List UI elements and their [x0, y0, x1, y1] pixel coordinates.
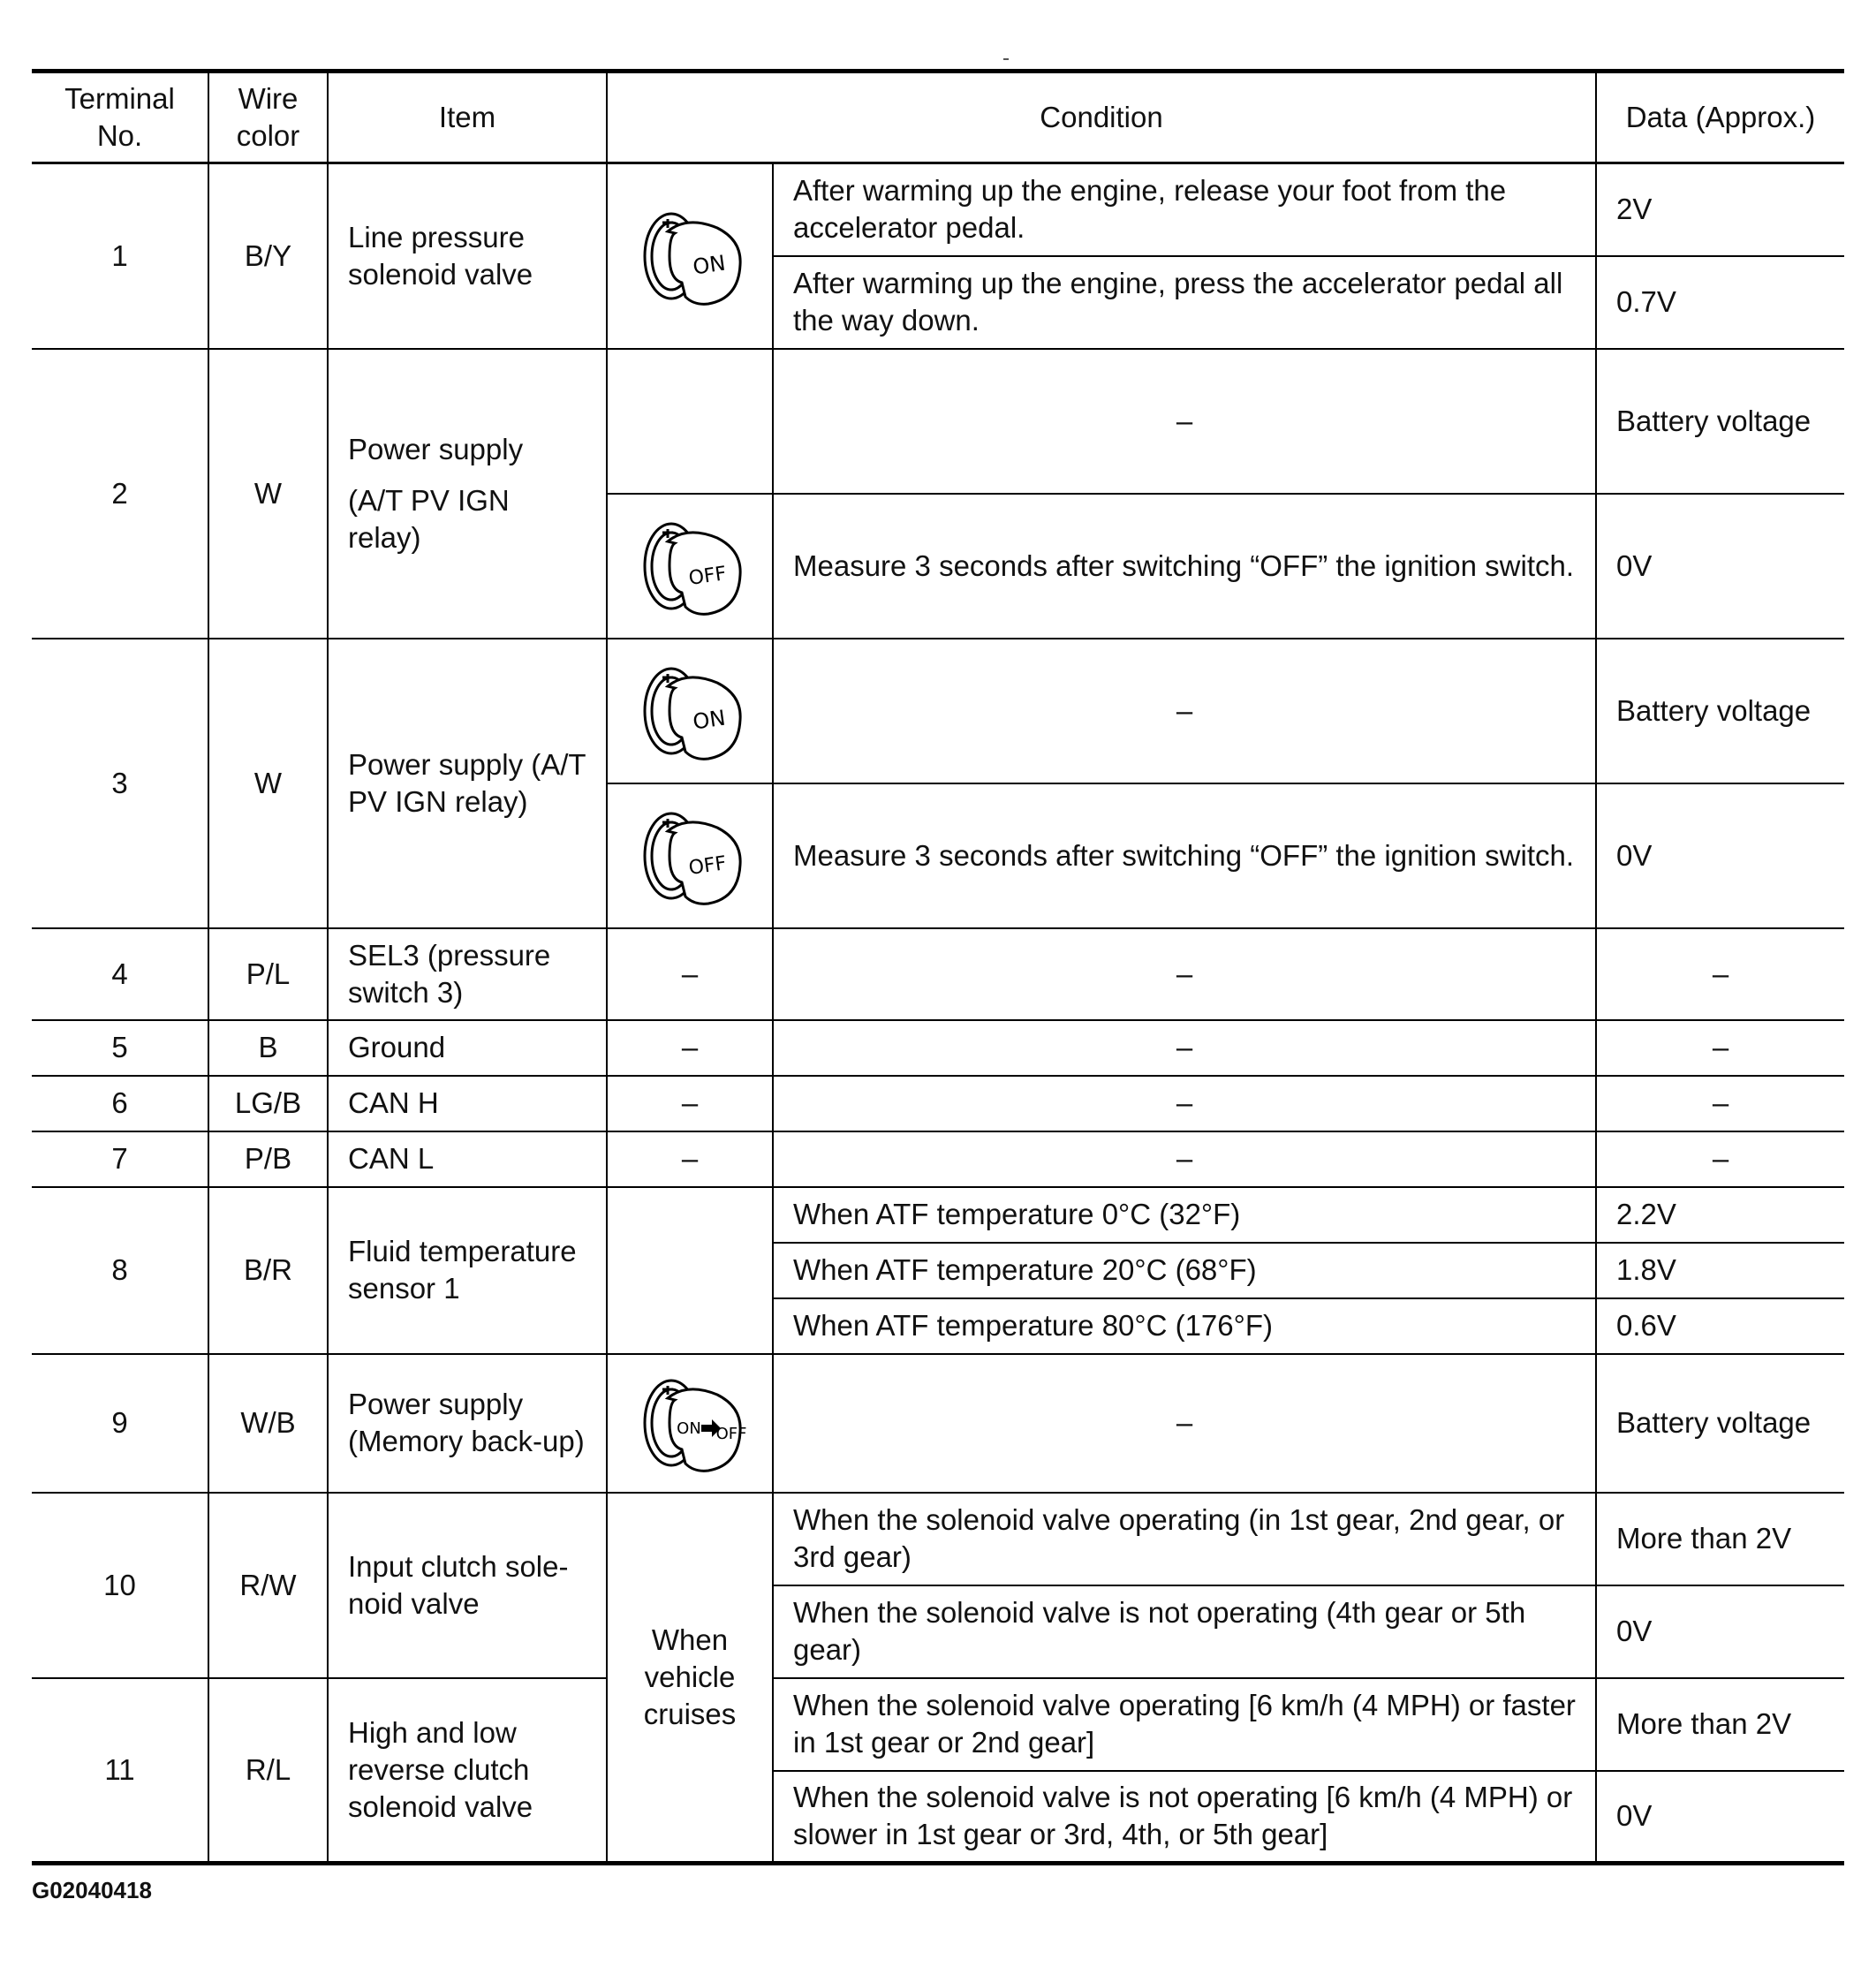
data-cell: –	[1596, 928, 1844, 1020]
ignition-key-on-to-off-icon	[607, 1354, 773, 1493]
figure-code: G02040418	[32, 1877, 152, 1903]
terminal-no-cell: 10	[32, 1493, 208, 1678]
table-row	[32, 1354, 1844, 1493]
wire-color-cell: P/L	[208, 928, 328, 1020]
data-cell: 0V	[1596, 1585, 1844, 1678]
data-cell: –	[1596, 1131, 1844, 1187]
item-cell: Line pressure solenoid valve	[328, 163, 607, 349]
icon-cell-empty	[607, 1187, 773, 1354]
data-cell: –	[1596, 1076, 1844, 1131]
table-row	[32, 1020, 1844, 1076]
icon-cell-empty	[607, 349, 773, 494]
data-cell: 0.6V	[1596, 1298, 1844, 1354]
table-row	[32, 1076, 1844, 1131]
svg-text:OFF: OFF	[687, 851, 728, 880]
table-row	[32, 349, 1844, 494]
item-cell: Fluid temperature sensor 1	[328, 1187, 607, 1354]
svg-text:ON: ON	[691, 705, 728, 735]
condition-cell: –	[773, 639, 1596, 783]
header-item: Item	[328, 72, 607, 163]
terminal-no-cell: 7	[32, 1131, 208, 1187]
condition-cell: When the solenoid valve is not operating (4th gear or 5th gear)	[773, 1585, 1596, 1678]
ignition-key-on-icon	[607, 639, 773, 783]
table-row	[32, 639, 1844, 783]
header-row	[32, 72, 1844, 163]
item-cell: Power supply (Memory back-up)	[328, 1354, 607, 1493]
table-row	[32, 163, 1844, 256]
condition-cell: When the solenoid valve operating (in 1st gear, 2nd gear, or 3rd gear)	[773, 1493, 1596, 1585]
data-cell: –	[1596, 1020, 1844, 1076]
condition-cell: –	[773, 349, 1596, 494]
wire-color-cell: B/Y	[208, 163, 328, 349]
terminal-no-cell: 2	[32, 349, 208, 639]
wire-color-cell: B/R	[208, 1187, 328, 1354]
data-cell: 0V	[1596, 783, 1844, 928]
item-cell: CAN L	[328, 1131, 607, 1187]
condition-cell: –	[773, 1020, 1596, 1076]
condition-cell: –	[773, 1076, 1596, 1131]
icon-cell-dash: –	[607, 928, 773, 1020]
wire-color-cell: B	[208, 1020, 328, 1076]
condition-cell: Measure 3 seconds after switching “OFF” the ignition switch.	[773, 783, 1596, 928]
header-condition: Condition	[607, 72, 1596, 163]
wire-color-cell: W	[208, 349, 328, 639]
icon-cell-dash: –	[607, 1076, 773, 1131]
data-cell: 2.2V	[1596, 1187, 1844, 1243]
condition-cell: When the solenoid valve operating [6 km/h (4 MPH) or faster in 1st gear or 2nd gear]	[773, 1678, 1596, 1771]
table-row	[32, 1493, 1844, 1585]
tcm-terminal-data-table	[32, 69, 1844, 1865]
item-cell: Power supply (A/T PV IGN relay)	[328, 639, 607, 928]
svg-text:OFF: OFF	[687, 562, 728, 590]
item-cell: Ground	[328, 1020, 607, 1076]
icon-cell-dash: –	[607, 1131, 773, 1187]
data-cell: 1.8V	[1596, 1243, 1844, 1298]
condition-cell: Measure 3 seconds after switching “OFF” the ignition switch.	[773, 494, 1596, 639]
condition-cell: After warming up the engine, release your foot from the accelerator pedal.	[773, 163, 1596, 256]
terminal-no-cell: 11	[32, 1678, 208, 1864]
condition-cell: When ATF temperature 0°C (32°F)	[773, 1187, 1596, 1243]
ignition-key-off-icon	[607, 494, 773, 639]
condition-cell: When the solenoid valve is not operating [6 km/h (4 MPH) or slower in 1st gear or 3rd, 4th, or 5th gear]	[773, 1771, 1596, 1864]
svg-text:OFF: OFF	[715, 1425, 747, 1443]
terminal-no-cell: 1	[32, 163, 208, 349]
terminal-no-cell: 8	[32, 1187, 208, 1354]
data-cell: 0.7V	[1596, 256, 1844, 349]
condition-cell: –	[773, 1354, 1596, 1493]
icon-cell-dash: –	[607, 1020, 773, 1076]
condition-cell: When ATF temperature 80°C (176°F)	[773, 1298, 1596, 1354]
item-cell: Power supply (A/T PV IGN relay)	[328, 349, 607, 639]
wire-color-cell: P/B	[208, 1131, 328, 1187]
terminal-data-table-container	[32, 69, 1844, 1865]
table-row	[32, 928, 1844, 1020]
table-row	[32, 1187, 1844, 1243]
cruise-condition-cell: When vehicle cruises	[607, 1493, 773, 1864]
wire-color-cell: LG/B	[208, 1076, 328, 1131]
header-wire-color: Wire color	[208, 72, 328, 163]
wire-color-cell: R/L	[208, 1678, 328, 1864]
table-row	[32, 1678, 1844, 1771]
terminal-no-cell: 6	[32, 1076, 208, 1131]
item-cell: SEL3 (pressure switch 3)	[328, 928, 607, 1020]
wire-color-cell: W/B	[208, 1354, 328, 1493]
top-tick-mark	[1003, 58, 1009, 60]
data-cell: Battery voltage	[1596, 1354, 1844, 1493]
wire-color-cell: R/W	[208, 1493, 328, 1678]
svg-text:ON: ON	[677, 1419, 701, 1438]
ignition-key-off-icon	[607, 783, 773, 928]
data-cell: 0V	[1596, 1771, 1844, 1864]
item-cell: High and low reverse clutch solenoid valve	[328, 1678, 607, 1864]
data-cell: More than 2V	[1596, 1493, 1844, 1585]
header-data: Data (Approx.)	[1596, 72, 1844, 163]
header-terminal-no: Terminal No.	[32, 72, 208, 163]
data-cell: 0V	[1596, 494, 1844, 639]
wire-color-cell: W	[208, 639, 328, 928]
condition-cell: –	[773, 1131, 1596, 1187]
terminal-no-cell: 9	[32, 1354, 208, 1493]
data-cell: More than 2V	[1596, 1678, 1844, 1771]
svg-text:ON: ON	[691, 250, 728, 280]
condition-cell: –	[773, 928, 1596, 1020]
ignition-key-on-icon	[607, 163, 773, 349]
terminal-no-cell: 4	[32, 928, 208, 1020]
condition-cell: After warming up the engine, press the accelerator pedal all the way down.	[773, 256, 1596, 349]
item-cell: Input clutch sole-noid valve	[328, 1493, 607, 1678]
condition-cell: When ATF temperature 20°C (68°F)	[773, 1243, 1596, 1298]
data-cell: 2V	[1596, 163, 1844, 256]
terminal-no-cell: 5	[32, 1020, 208, 1076]
item-cell: CAN H	[328, 1076, 607, 1131]
data-cell: Battery voltage	[1596, 639, 1844, 783]
terminal-no-cell: 3	[32, 639, 208, 928]
data-cell: Battery voltage	[1596, 349, 1844, 494]
table-row	[32, 1131, 1844, 1187]
